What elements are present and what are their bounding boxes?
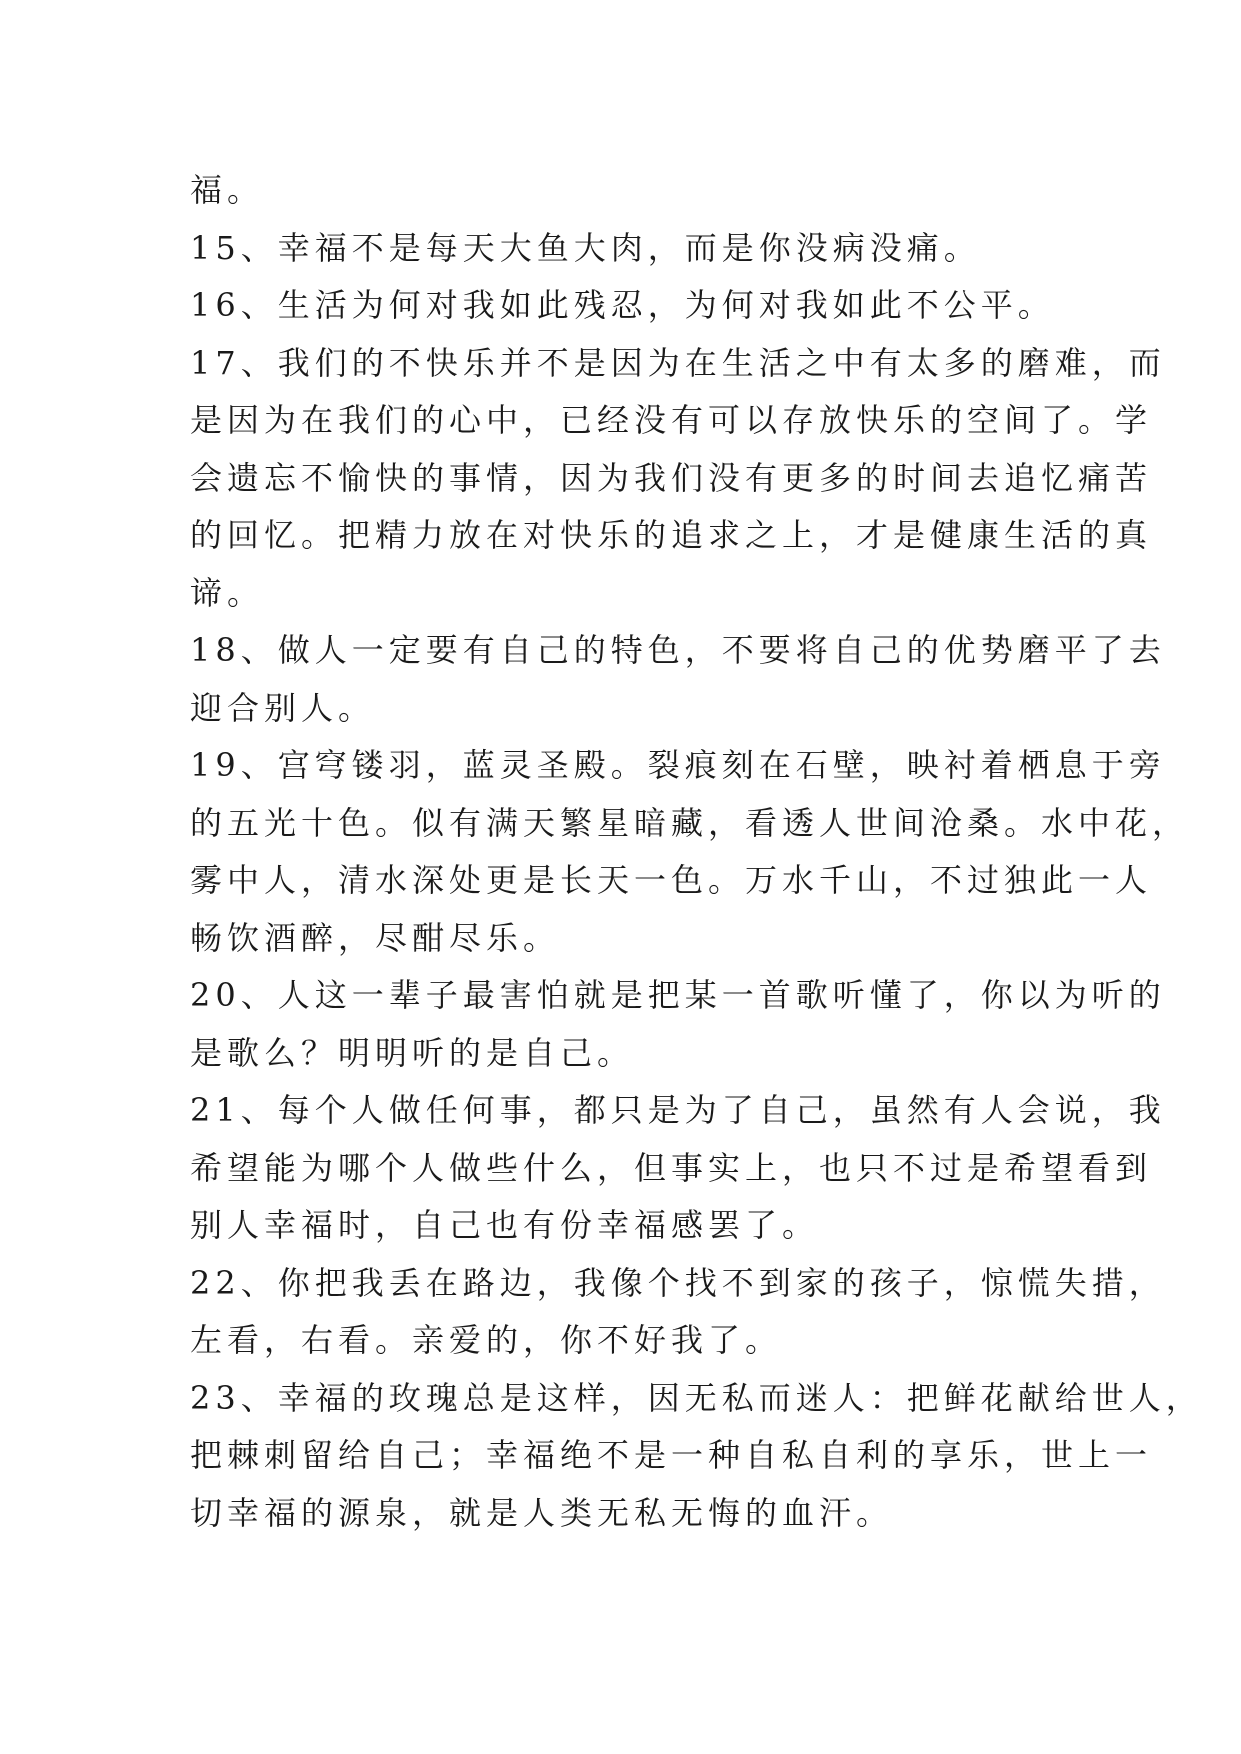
text-line: 20、人这一辈子最害怕就是把某一首歌听懂了，你以为听的: [190, 976, 1166, 1014]
document-body: [190, 162, 1203, 1542]
text-line: 雾中人，清水深处更是长天一色。万水千山，不过独此一人: [190, 861, 1153, 899]
text-line: 别人幸福时，自己也有份幸福感罢了。: [190, 1206, 820, 1244]
text-line: 17、我们的不快乐并不是因为在生活之中有太多的磨难，而: [190, 343, 1166, 382]
text-line: 15、幸福不是每天大鱼大肉，而是你没病没痛。: [190, 228, 981, 267]
text-line: 谛。: [190, 573, 265, 612]
text-line: 的回忆。把精力放在对快乐的追求之上，才是健康生活的真: [190, 516, 1153, 554]
text-line: 23、幸福的玫瑰总是这样，因无私而迷人：把鲜花献给世人，: [190, 1378, 1203, 1417]
text-line: 是歌么？明明听的是自己。: [190, 1033, 635, 1072]
text-line: 把棘刺留给自己；幸福绝不是一种自私自利的享乐，世上一: [190, 1436, 1153, 1474]
text-line: 左看，右看。亲爱的，你不好我了。: [190, 1321, 783, 1359]
text-line: 迎合别人。: [190, 688, 376, 727]
text-line: 是因为在我们的心中，已经没有可以存放快乐的空间了。学: [190, 401, 1153, 439]
text-line: 希望能为哪个人做些什么，但事实上，也只不过是希望看到: [190, 1148, 1153, 1187]
text-line: 会遗忘不愉快的事情，因为我们没有更多的时间去追忆痛苦: [190, 458, 1153, 497]
text-line: 的五光十色。似有满天繁星暗藏，看透人世间沧桑。水中花，: [190, 803, 1190, 842]
text-line: 18、做人一定要有自己的特色，不要将自己的优势磨平了去: [190, 631, 1166, 669]
text-line: 21、每个人做任何事，都只是为了自己，虽然有人会说，我: [190, 1091, 1166, 1129]
text-line: 畅饮酒醉，尽酣尽乐。: [190, 918, 561, 957]
text-line: 19、宫穹镂羽，蓝灵圣殿。裂痕刻在石壁，映衬着栖息于旁: [190, 746, 1166, 784]
text-line: 福。: [190, 171, 265, 209]
text-line: 22、你把我丢在路边，我像个找不到家的孩子，惊慌失措，: [190, 1263, 1166, 1302]
text-line: 16、生活为何对我如此残忍，为何对我如此不公平。: [190, 286, 1055, 324]
text-line: 切幸福的源泉，就是人类无私无悔的血汗。: [190, 1493, 894, 1532]
